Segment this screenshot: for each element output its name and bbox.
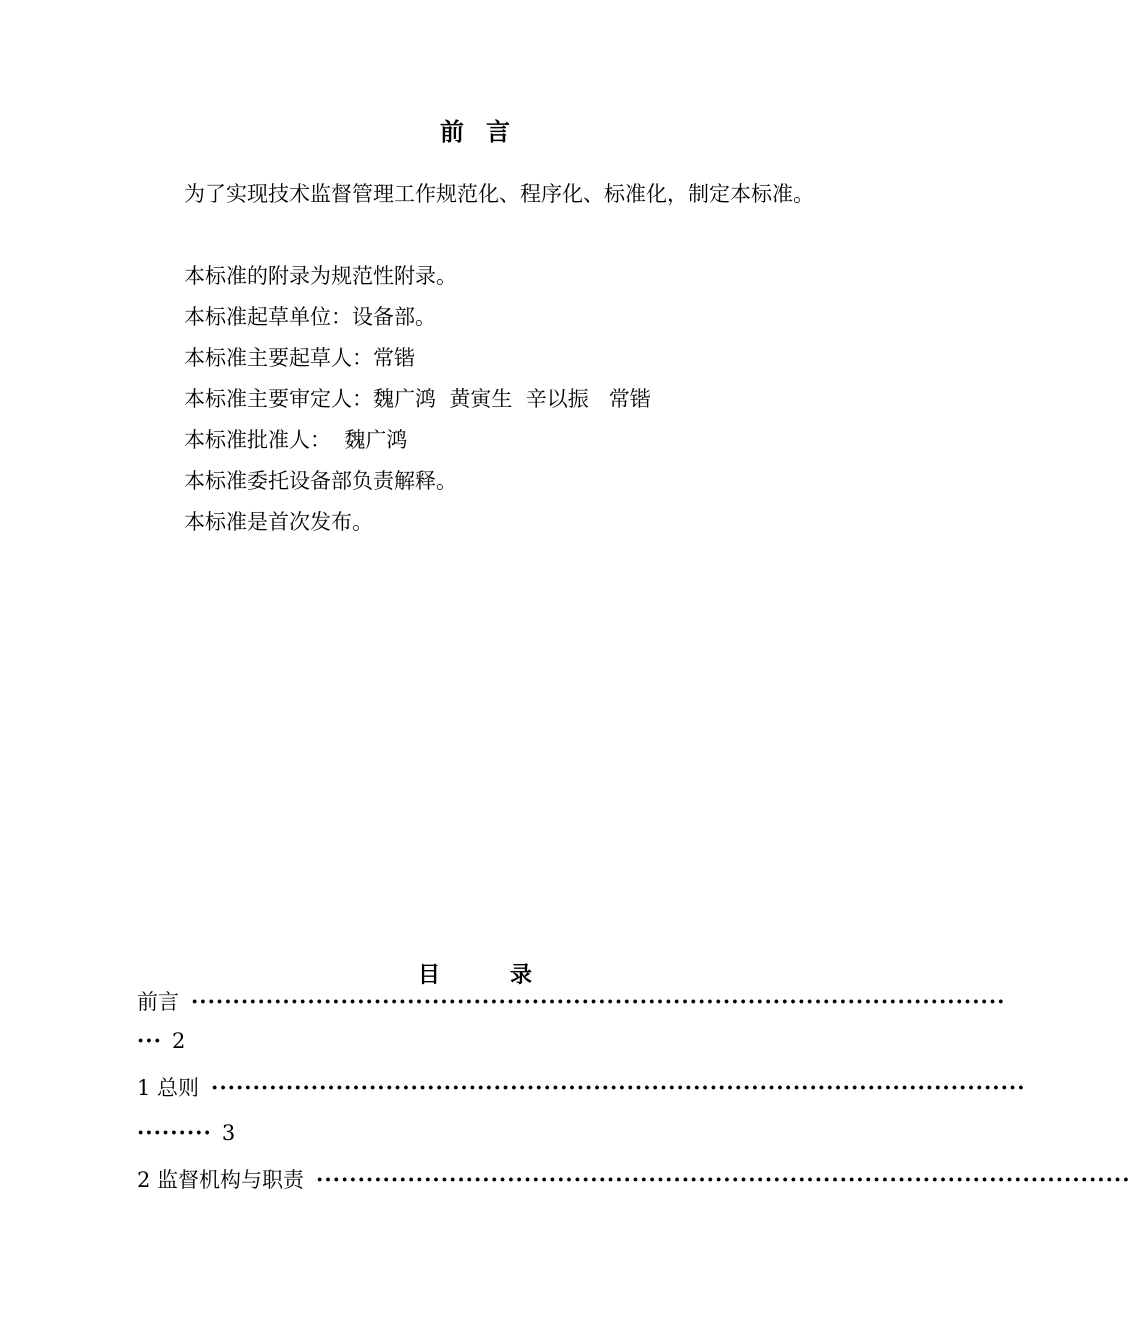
toc-page-number: 2 (171, 1029, 186, 1053)
toc-entry-label: 2 监督机构与职责 (137, 1168, 305, 1192)
toc-dot-leader: ·································································································· (211, 1075, 1026, 1100)
toc-entry-label: 前言 (137, 990, 179, 1014)
preface-title: 前言 (440, 118, 532, 146)
preface-line-first-release: 本标准是首次发布。 (184, 510, 373, 534)
toc-dot-leader: ·································································································· (191, 989, 1006, 1014)
toc-title: 目录 (417, 963, 602, 988)
preface-line-interpretation: 本标准委托设备部负责解释。 (184, 469, 457, 493)
preface-intro-paragraph: 为了实现技术监督管理工作规范化、程序化、标准化，制定本标准。 (184, 182, 814, 206)
toc-entry-general-page (137, 1120, 235, 1145)
preface-line-drafting-unit: 本标准起草单位：设备部。 (184, 305, 436, 329)
toc-dot-leader: ··· (137, 1028, 162, 1053)
toc-entry-general[interactable] (137, 1072, 1026, 1102)
preface-line-reviewers: 本标准主要审定人：魏广鸿 黄寅生 辛以振 常锴 (184, 387, 651, 411)
toc-dot-leader: ········· (137, 1120, 212, 1145)
toc-page-number: 3 (221, 1121, 236, 1145)
toc-entry-preface-page (137, 1028, 185, 1053)
preface-line-main-drafter: 本标准主要起草人：常锴 (184, 346, 415, 370)
toc-entry-supervision[interactable] (137, 1164, 1131, 1194)
toc-dot-leader: ·································································································· (316, 1167, 1131, 1192)
toc-entry-preface[interactable] (137, 986, 1006, 1016)
preface-line-appendix: 本标准的附录为规范性附录。 (184, 264, 457, 288)
preface-line-approver: 本标准批准人： 魏广鸿 (184, 428, 408, 452)
toc-entry-label: 1 总则 (137, 1076, 200, 1100)
